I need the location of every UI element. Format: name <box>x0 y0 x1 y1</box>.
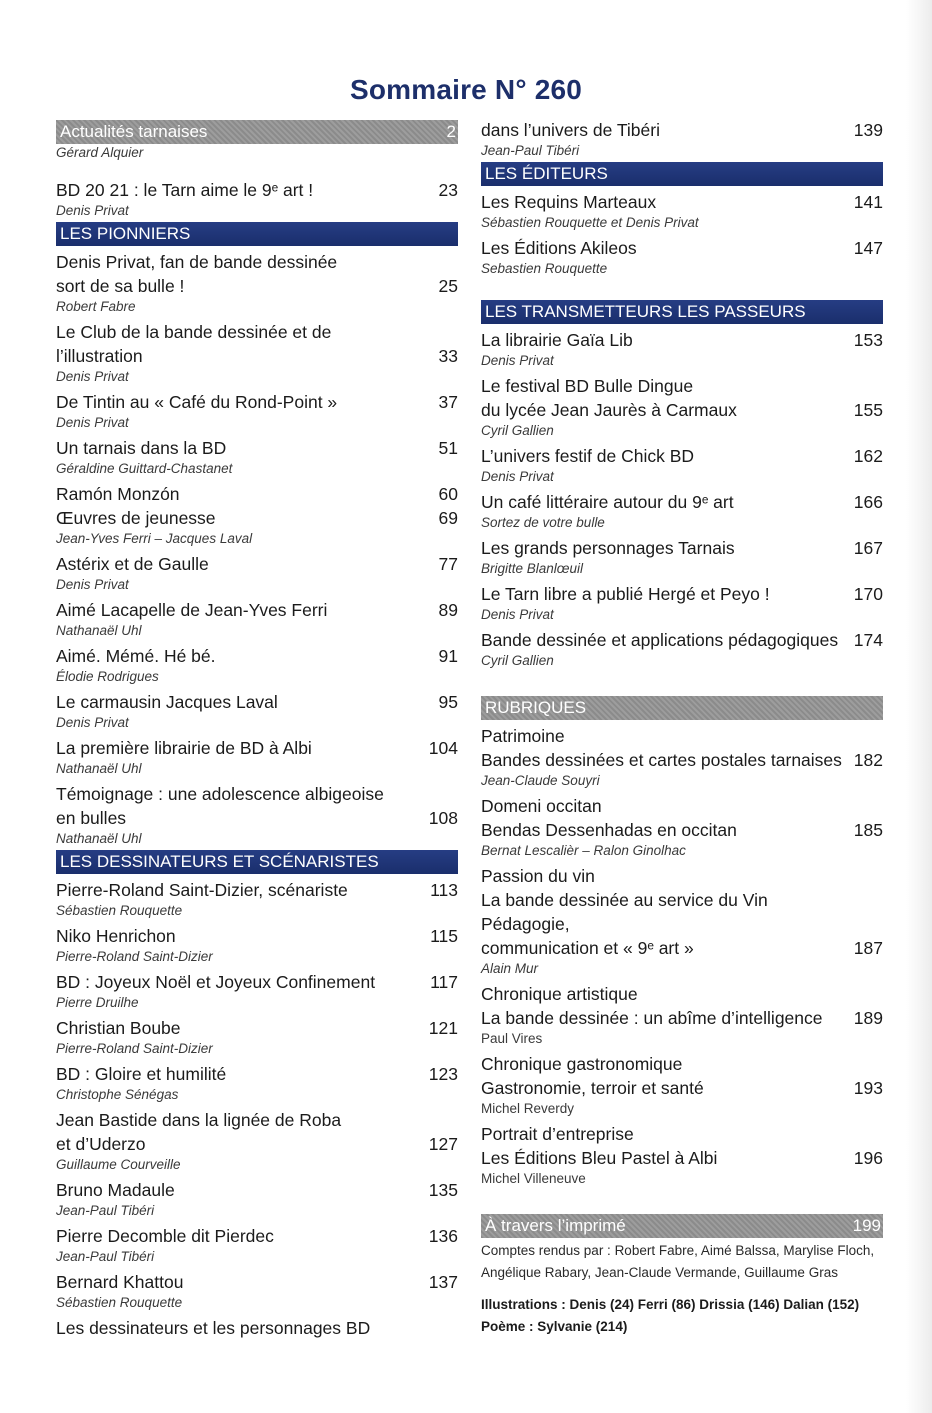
entry-author: Denis Privat <box>56 715 129 730</box>
section-title: À travers l’imprimé <box>485 1216 626 1235</box>
entry-row <box>56 178 458 202</box>
entry-page-number: 162 <box>853 446 883 466</box>
toc-entry <box>481 582 883 624</box>
entry-page-number: 193 <box>853 1078 883 1098</box>
toc-entry <box>56 1016 458 1058</box>
entry-title: Un tarnais dans la BD <box>56 438 227 458</box>
toc-entry <box>56 144 458 162</box>
entry-title: La bande dessinée : un abîme d’intelligence <box>481 1008 823 1028</box>
right-column <box>481 118 883 1338</box>
toc-entry <box>56 644 458 686</box>
page-edge-shadow <box>906 0 932 1413</box>
toc-entry <box>56 878 458 920</box>
entry-author: Sortez de votre bulle <box>481 515 605 530</box>
entry-author: Nathanaël Uhl <box>56 623 142 638</box>
entry-title: Pierre Decomble dit Pierdec <box>56 1226 274 1246</box>
entry-page-number: 174 <box>853 630 883 650</box>
toc-entry <box>56 690 458 732</box>
entry-page-number: 185 <box>853 820 883 840</box>
entry-row <box>481 818 883 842</box>
toc-entry <box>56 736 458 778</box>
section-title: LES TRANSMETTEURS LES PASSEURS <box>485 302 806 321</box>
toc-entry <box>56 1178 458 1220</box>
entry-page-number: 89 <box>438 600 458 620</box>
toc-entry <box>56 250 458 316</box>
entry-title: Bande dessinée et applications pédagogiques <box>481 630 839 650</box>
entry-page-number: 137 <box>428 1272 458 1292</box>
entry-author: Denis Privat <box>56 577 129 592</box>
entry-row <box>481 1146 883 1170</box>
toc-entry <box>481 374 883 440</box>
entry-title: Gastronomie, terroir et santé <box>481 1078 704 1098</box>
entry-page-number: 139 <box>853 120 883 140</box>
toc-entry <box>56 1108 458 1174</box>
entry-row <box>481 374 883 422</box>
entry-row <box>56 1316 458 1340</box>
entry-title: Aimé Lacapelle de Jean-Yves Ferri <box>56 600 328 620</box>
entry-author: Cyril Gallien <box>481 423 554 438</box>
toc-entry <box>56 178 458 220</box>
entry-author: Guillaume Courveille <box>56 1157 181 1172</box>
entry-row <box>56 320 458 368</box>
section-header <box>56 120 458 144</box>
entry-author: Michel Villeneuve <box>481 1171 586 1186</box>
section-page-number: 2 <box>446 122 456 141</box>
entry-page-number: 127 <box>428 1134 458 1154</box>
entry-page-number: 25 <box>438 276 458 296</box>
section-header <box>56 850 458 874</box>
toc-entry <box>481 118 883 160</box>
toc-entry <box>481 490 883 532</box>
entry-page-number: 167 <box>853 538 883 558</box>
entry-page-number: 123 <box>428 1064 458 1084</box>
section-title: LES DESSINATEURS ET SCÉNARISTES <box>60 852 379 871</box>
entry-title: De Tintin au « Café du Rond-Point » <box>56 392 338 412</box>
entry-row <box>481 444 883 468</box>
entry-title: Œuvres de jeunesse <box>56 508 216 528</box>
entry-author: Denis Privat <box>56 203 129 218</box>
entry-page-number: 23 <box>438 180 458 200</box>
entry-title: Denis Privat, fan de bande dessinée sort de sa bulle ! <box>56 252 338 296</box>
entry-row <box>481 582 883 606</box>
entry-author: Bernat Lescalièr – Ralon Ginolhac <box>481 843 686 858</box>
entry-author: Géraldine Guittard-Chastanet <box>56 461 233 476</box>
entry-author: Paul Vires <box>481 1031 543 1046</box>
entry-author: Sebastien Rouquette <box>481 261 608 276</box>
entry-row <box>56 390 458 414</box>
entry-author: Jean-Paul Tibéri <box>56 1249 155 1264</box>
section-title: Actualités tarnaises <box>60 122 208 141</box>
section-title: LES ÉDITEURS <box>485 164 608 183</box>
toc-entry <box>56 1316 458 1340</box>
entry-title: Aimé. Mémé. Hé bé. <box>56 646 216 666</box>
entry-row <box>481 1076 883 1100</box>
toc-entry <box>56 924 458 966</box>
entry-row <box>56 250 458 298</box>
entry-title: Astérix et de Gaulle <box>56 554 209 574</box>
entry-row <box>56 1062 458 1086</box>
entry-author: Sébastien Rouquette <box>56 903 183 918</box>
entry-row <box>56 736 458 760</box>
entry-row <box>481 888 883 960</box>
toc-entry <box>481 628 883 670</box>
section-header <box>56 222 458 246</box>
entry-title: Les grands personnages Tarnais <box>481 538 735 558</box>
entry-row <box>481 1006 883 1030</box>
entry-row <box>56 878 458 902</box>
section-title: RUBRIQUES <box>485 698 587 717</box>
entry-author: Alain Mur <box>481 961 539 976</box>
entry-title: L’univers festif de Chick BD <box>481 446 695 466</box>
entry-author: Jean-Yves Ferri – Jacques Laval <box>56 531 253 546</box>
entry-page-number: 51 <box>438 438 458 458</box>
entry-title: Le Tarn libre a publié Hergé et Peyo ! <box>481 584 770 604</box>
entry-author: Denis Privat <box>56 415 129 430</box>
entry-row <box>481 118 883 142</box>
toc-entry <box>481 536 883 578</box>
illustration-credits <box>481 1294 883 1338</box>
toc-entry <box>56 552 458 594</box>
entry-page-number: 95 <box>438 692 458 712</box>
left-column <box>56 118 458 1340</box>
entry-title: Les dessinateurs et les personnages BD <box>56 1318 371 1338</box>
toc-entry <box>56 1224 458 1266</box>
toc-entry <box>481 724 883 790</box>
toc-entry <box>56 782 458 848</box>
entry-page-number: 189 <box>853 1008 883 1028</box>
entry-author: Pierre-Roland Saint-Dizier <box>56 949 213 964</box>
entry-page-number: 141 <box>853 192 883 212</box>
entry-row <box>56 506 458 530</box>
entry-page-number: 104 <box>428 738 458 758</box>
entry-title: La librairie Gaïa Lib <box>481 330 633 350</box>
entry-page-number: 69 <box>438 508 458 528</box>
entry-title: La bande dessinée au service du Vin Pédagogie, communication et « 9ᵉ art » <box>481 890 768 958</box>
entry-page-number: 166 <box>853 492 883 512</box>
entry-author: Pierre-Roland Saint-Dizier <box>56 1041 213 1056</box>
entry-title: Bandes dessinées et cartes postales tarnaises <box>481 750 842 770</box>
toc-entry <box>481 1122 883 1188</box>
entry-page-number: 155 <box>853 400 883 420</box>
entry-title: Bendas Dessenhadas en occitan <box>481 820 737 840</box>
entry-row <box>56 552 458 576</box>
entry-page-number: 187 <box>853 938 883 958</box>
toc-entry <box>56 436 458 478</box>
entry-page-number: 153 <box>853 330 883 350</box>
entry-row <box>56 598 458 622</box>
entry-page-number: 91 <box>438 646 458 666</box>
entry-page-number: 60 <box>438 484 458 504</box>
entry-row <box>481 628 883 652</box>
entry-title: Le carmausin Jacques Laval <box>56 692 278 712</box>
entry-title: Témoignage : une adolescence albigeoise en bulles <box>56 784 384 828</box>
entry-category: Passion du vin <box>481 866 595 886</box>
entry-author: Denis Privat <box>481 469 554 484</box>
toc-entry <box>481 444 883 486</box>
toc-entry <box>56 506 458 548</box>
toc-entry <box>56 320 458 386</box>
entry-author: Jean-Paul Tibéri <box>56 1203 155 1218</box>
entry-page-number: 37 <box>438 392 458 412</box>
section-header <box>481 1214 883 1238</box>
entry-author: Sébastien Rouquette <box>56 1295 183 1310</box>
entry-title: Pierre-Roland Saint-Dizier, scénariste <box>56 880 348 900</box>
toc-entry <box>56 598 458 640</box>
entry-page-number: 147 <box>853 238 883 258</box>
entry-row <box>481 748 883 772</box>
toc-entry <box>481 328 883 370</box>
entry-author: Robert Fabre <box>56 299 136 314</box>
entry-author: Nathanaël Uhl <box>56 761 142 776</box>
toc-entry <box>56 482 458 506</box>
entry-row <box>56 1108 458 1156</box>
entry-row <box>481 190 883 214</box>
entry-row <box>56 482 458 506</box>
toc-entry <box>56 390 458 432</box>
toc-entry <box>56 1062 458 1104</box>
entry-page-number: 196 <box>853 1148 883 1168</box>
entry-title: BD : Joyeux Noël et Joyeux Confinement <box>56 972 376 992</box>
entry-author: Pierre Druilhe <box>56 995 139 1010</box>
entry-author: Jean-Paul Tibéri <box>481 143 580 158</box>
entry-title: Les Requins Marteaux <box>481 192 657 212</box>
toc-entry <box>56 1270 458 1312</box>
entry-title: BD 20 21 : le Tarn aime le 9ᵉ art ! <box>56 180 314 200</box>
entry-row <box>56 1178 458 1202</box>
entry-author: Sébastien Rouquette et Denis Privat <box>481 215 699 230</box>
entry-row <box>481 328 883 352</box>
entry-title: dans l’univers de Tibéri <box>481 120 660 140</box>
toc-entry <box>481 864 883 978</box>
entry-author: Nathanaël Uhl <box>56 831 142 846</box>
section-title: LES PIONNIERS <box>60 224 191 243</box>
entry-page-number: 33 <box>438 346 458 366</box>
entry-page-number: 117 <box>430 972 458 992</box>
entry-page-number: 136 <box>428 1226 458 1246</box>
section-header <box>481 300 883 324</box>
entry-title: Les Éditions Akileos <box>481 238 637 258</box>
page-title: Sommaire N° 260 <box>349 74 583 105</box>
entry-row <box>56 690 458 714</box>
entry-page-number: 121 <box>428 1018 458 1038</box>
entry-category: Chronique gastronomique <box>481 1054 683 1074</box>
entry-row <box>56 436 458 460</box>
toc-entry <box>56 970 458 1012</box>
entry-author: Élodie Rodrigues <box>56 669 159 684</box>
entry-author: Denis Privat <box>481 607 554 622</box>
entry-row <box>481 236 883 260</box>
entry-author: Michel Reverdy <box>481 1101 575 1116</box>
entry-row <box>56 1270 458 1294</box>
credit-line: Illustrations : Denis (24) Ferri (86) Drissia (146) Dalian (152) <box>481 1297 860 1312</box>
credit-line: Poème : Sylvanie (214) <box>481 1319 628 1334</box>
entry-title: Christian Boube <box>56 1018 181 1038</box>
entry-title: Les Éditions Bleu Pastel à Albi <box>481 1148 718 1168</box>
entry-author: Cyril Gallien <box>481 653 554 668</box>
entry-category: Chronique artistique <box>481 984 638 1004</box>
entry-row <box>481 490 883 514</box>
toc-entry <box>481 1052 883 1118</box>
entry-page-number: 170 <box>853 584 883 604</box>
entry-title: Bruno Madaule <box>56 1180 175 1200</box>
entry-title: La première librairie de BD à Albi <box>56 738 312 758</box>
entry-author: Gérard Alquier <box>56 145 144 160</box>
entry-category: Patrimoine <box>481 726 565 746</box>
entry-title: Bernard Khattou <box>56 1272 184 1292</box>
toc-entry <box>481 236 883 278</box>
entry-title: Ramón Monzón <box>56 484 180 504</box>
reviewers-note: Comptes rendus par : Robert Fabre, Aimé Balssa, Marylise Floch, Angélique Rabary, Jean-Claude Vermande, Guillaume Gras <box>481 1243 875 1280</box>
entry-author: Denis Privat <box>56 369 129 384</box>
entry-author: Brigitte Blanlœuil <box>481 561 584 576</box>
entry-row <box>481 536 883 560</box>
section-page-number: 199 <box>852 1216 881 1235</box>
entry-row <box>56 644 458 668</box>
toc-entry <box>481 982 883 1048</box>
toc-entry <box>481 190 883 232</box>
entry-category: Domeni occitan <box>481 796 602 816</box>
entry-title: Niko Henrichon <box>56 926 176 946</box>
entry-page-number: 77 <box>438 554 458 574</box>
entry-row <box>56 924 458 948</box>
entry-title: Un café littéraire autour du 9ᵉ art <box>481 492 734 512</box>
entry-page-number: 115 <box>430 926 458 946</box>
entry-author: Christophe Sénégas <box>56 1087 179 1102</box>
entry-author: Denis Privat <box>481 353 554 368</box>
entry-author: Jean-Claude Souyri <box>481 773 600 788</box>
section-header <box>481 696 883 720</box>
entry-page-number: 182 <box>853 750 883 770</box>
entry-title: Le Club de la bande dessinée et de l’illustration <box>56 322 332 366</box>
toc-entry <box>481 794 883 860</box>
entry-row <box>56 782 458 830</box>
entry-row <box>56 1016 458 1040</box>
entry-page-number: 108 <box>428 808 458 828</box>
entry-title: Le festival BD Bulle Dingue du lycée Jean Jaurès à Carmaux <box>481 376 737 420</box>
entry-category: Portrait d’entreprise <box>481 1124 634 1144</box>
entry-page-number: 135 <box>428 1180 458 1200</box>
entry-row <box>56 1224 458 1248</box>
entry-title: BD : Gloire et humilité <box>56 1064 227 1084</box>
entry-row <box>56 970 458 994</box>
entry-page-number: 113 <box>430 880 458 900</box>
entry-title: Jean Bastide dans la lignée de Roba et d’Uderzo <box>56 1110 342 1154</box>
section-header <box>481 162 883 186</box>
